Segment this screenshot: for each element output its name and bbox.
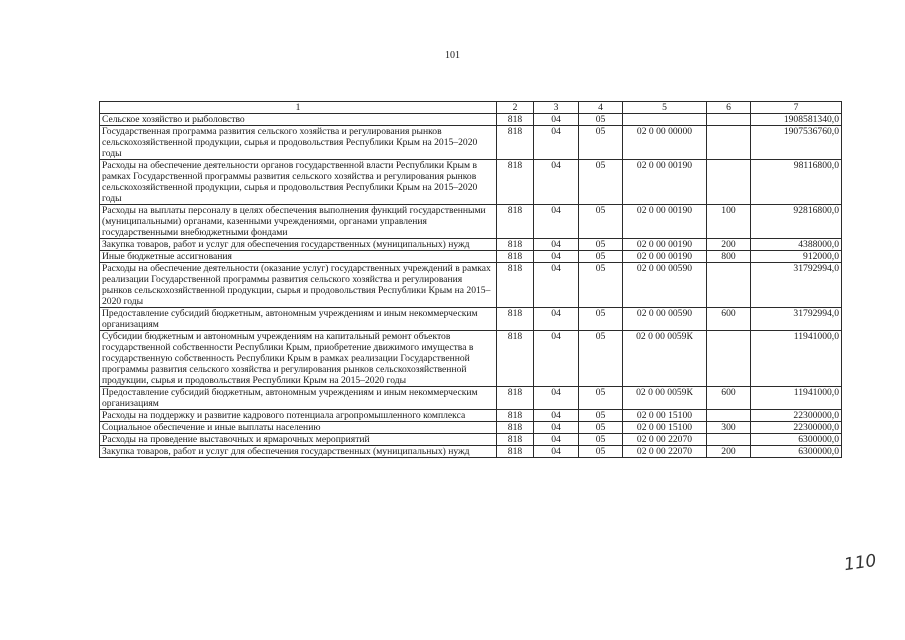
- table-row: [100, 251, 842, 263]
- row-code-col4: 05: [579, 387, 623, 410]
- row-name: Социальное обеспечение и иные выплаты населению: [100, 422, 497, 434]
- table-body: [100, 114, 842, 458]
- row-name: Закупка товаров, работ и услуг для обеспечения государственных (муниципальных) нужд: [100, 446, 497, 458]
- row-code-col2: 818: [497, 114, 534, 126]
- row-code-col5: 02 0 00 0059К: [623, 387, 707, 410]
- row-code-col5: 02 0 00 00590: [623, 308, 707, 331]
- column-header-2: 2: [497, 102, 534, 114]
- row-code-col5: 02 0 00 00190: [623, 239, 707, 251]
- row-name: Субсидии бюджетным и автономным учреждениям на капитальный ремонт объектов государственной собственности Республики Крым, приобретение движимого имущества в государственную собственность Республики Крым в рамках реализации Государственной программы развития сельского хозяйства и регулирования рынков сельскохозяйственной продукции, сырья и продовольствия Республики Крым на 2015–2020 годы: [100, 331, 497, 387]
- row-name: Иные бюджетные ассигнования: [100, 251, 497, 263]
- row-name: Предоставление субсидий бюджетным, автономным учреждениям и иным некоммерческим организациям: [100, 387, 497, 410]
- row-code-col3: 04: [534, 308, 579, 331]
- row-code-col2: 818: [497, 422, 534, 434]
- table-row: [100, 126, 842, 160]
- row-code-col4: 05: [579, 410, 623, 422]
- row-code-col4: 05: [579, 446, 623, 458]
- row-code-col3: 04: [534, 251, 579, 263]
- row-amount: 6300000,0: [751, 434, 842, 446]
- row-code-col2: 818: [497, 387, 534, 410]
- row-code-col3: 04: [534, 422, 579, 434]
- row-code-col2: 818: [497, 160, 534, 205]
- table-row: [100, 239, 842, 251]
- row-code-col4: 05: [579, 308, 623, 331]
- row-code-col5: 02 0 00 00590: [623, 263, 707, 308]
- row-code-col6: [707, 160, 751, 205]
- row-code-col3: 04: [534, 239, 579, 251]
- handwritten-page-number: 110: [842, 550, 878, 576]
- row-code-col2: 818: [497, 263, 534, 308]
- table-row: [100, 422, 842, 434]
- column-header-6: 6: [707, 102, 751, 114]
- row-code-col5: [623, 114, 707, 126]
- page-number: 101: [445, 50, 460, 61]
- row-code-col3: 04: [534, 160, 579, 205]
- table-header-row: [100, 102, 842, 114]
- table-row: [100, 434, 842, 446]
- row-code-col5: 02 0 00 00190: [623, 251, 707, 263]
- row-code-col5: 02 0 00 22070: [623, 446, 707, 458]
- row-amount: 31792994,0: [751, 263, 842, 308]
- row-code-col3: 04: [534, 387, 579, 410]
- row-code-col3: 04: [534, 446, 579, 458]
- row-code-col4: 05: [579, 434, 623, 446]
- row-code-col2: 818: [497, 331, 534, 387]
- row-code-col4: 05: [579, 239, 623, 251]
- row-code-col2: 818: [497, 205, 534, 239]
- column-header-3: 3: [534, 102, 579, 114]
- row-code-col6: [707, 263, 751, 308]
- row-amount: 1907536760,0: [751, 126, 842, 160]
- row-code-col5: 02 0 00 15100: [623, 422, 707, 434]
- row-amount: 4388000,0: [751, 239, 842, 251]
- column-header-4: 4: [579, 102, 623, 114]
- row-code-col2: 818: [497, 126, 534, 160]
- table-row: [100, 446, 842, 458]
- row-code-col6: [707, 126, 751, 160]
- table-row: [100, 410, 842, 422]
- row-code-col2: 818: [497, 434, 534, 446]
- row-code-col6: 600: [707, 308, 751, 331]
- row-name: Сельское хозяйство и рыболовство: [100, 114, 497, 126]
- row-code-col3: 04: [534, 126, 579, 160]
- row-amount: 22300000,0: [751, 410, 842, 422]
- row-code-col6: [707, 434, 751, 446]
- row-code-col2: 818: [497, 446, 534, 458]
- row-amount: 92816800,0: [751, 205, 842, 239]
- row-code-col3: 04: [534, 114, 579, 126]
- column-header-name: 1: [100, 102, 497, 114]
- row-name: Расходы на обеспечение деятельности (оказание услуг) государственных учреждений в рамках реализации Государственной программы развития сельского хозяйства и регулирования рынков сельскохозяйственной продукции, сырья и продовольствия Республики Крым на 2015–2020 годы: [100, 263, 497, 308]
- row-code-col6: 100: [707, 205, 751, 239]
- row-code-col4: 05: [579, 263, 623, 308]
- row-code-col3: 04: [534, 205, 579, 239]
- row-name: Расходы на поддержку и развитие кадрового потенциала агропромышленного комплекса: [100, 410, 497, 422]
- row-code-col6: [707, 331, 751, 387]
- row-code-col4: 05: [579, 331, 623, 387]
- row-code-col6: 200: [707, 446, 751, 458]
- row-code-col6: 300: [707, 422, 751, 434]
- row-code-col5: 02 0 00 15100: [623, 410, 707, 422]
- row-code-col4: 05: [579, 114, 623, 126]
- row-amount: 98116800,0: [751, 160, 842, 205]
- row-amount: 11941000,0: [751, 331, 842, 387]
- row-amount: 912000,0: [751, 251, 842, 263]
- row-code-col3: 04: [534, 263, 579, 308]
- column-header-5: 5: [623, 102, 707, 114]
- row-code-col6: [707, 410, 751, 422]
- row-code-col6: [707, 114, 751, 126]
- table-row: [100, 160, 842, 205]
- row-name: Расходы на обеспечение деятельности органов государственной власти Республики Крым в рамках Государственной программы развития сельского хозяйства и регулирования рынков сельскохозяйственной продукции, сырья и продовольствия Республики Крым на 2015–2020 годы: [100, 160, 497, 205]
- row-amount: 22300000,0: [751, 422, 842, 434]
- row-code-col5: 02 0 00 00190: [623, 205, 707, 239]
- table-row: [100, 114, 842, 126]
- budget-table: [99, 101, 842, 458]
- row-code-col2: 818: [497, 251, 534, 263]
- row-code-col4: 05: [579, 126, 623, 160]
- row-name: Закупка товаров, работ и услуг для обеспечения государственных (муниципальных) нужд: [100, 239, 497, 251]
- table-row: [100, 387, 842, 410]
- row-amount: 1908581340,0: [751, 114, 842, 126]
- row-name: Государственная программа развития сельского хозяйства и регулирования рынков сельскохозяйственной продукции, сырья и продовольствия Республики Крым на 2015–2020 годы: [100, 126, 497, 160]
- row-code-col3: 04: [534, 410, 579, 422]
- table-row: [100, 308, 842, 331]
- row-amount: 6300000,0: [751, 446, 842, 458]
- table-row: [100, 331, 842, 387]
- row-code-col2: 818: [497, 410, 534, 422]
- row-amount: 31792994,0: [751, 308, 842, 331]
- row-code-col6: 800: [707, 251, 751, 263]
- row-name: Расходы на выплаты персоналу в целях обеспечения выполнения функций государственными (муниципальными) органами, казенными учреждениями, органами управления государственными внебюджетными фондами: [100, 205, 497, 239]
- row-code-col3: 04: [534, 331, 579, 387]
- row-code-col2: 818: [497, 308, 534, 331]
- row-code-col5: 02 0 00 00000: [623, 126, 707, 160]
- column-header-amount: 7: [751, 102, 842, 114]
- row-code-col2: 818: [497, 239, 534, 251]
- row-code-col6: 200: [707, 239, 751, 251]
- row-name: Предоставление субсидий бюджетным, автономным учреждениям и иным некоммерческим организациям: [100, 308, 497, 331]
- row-code-col5: 02 0 00 0059К: [623, 331, 707, 387]
- table-row: [100, 263, 842, 308]
- row-code-col6: 600: [707, 387, 751, 410]
- row-code-col4: 05: [579, 160, 623, 205]
- row-code-col4: 05: [579, 422, 623, 434]
- row-code-col5: 02 0 00 00190: [623, 160, 707, 205]
- row-amount: 11941000,0: [751, 387, 842, 410]
- row-code-col3: 04: [534, 434, 579, 446]
- table-row: [100, 205, 842, 239]
- row-name: Расходы на проведение выставочных и ярмарочных мероприятий: [100, 434, 497, 446]
- row-code-col4: 05: [579, 205, 623, 239]
- row-code-col5: 02 0 00 22070: [623, 434, 707, 446]
- row-code-col4: 05: [579, 251, 623, 263]
